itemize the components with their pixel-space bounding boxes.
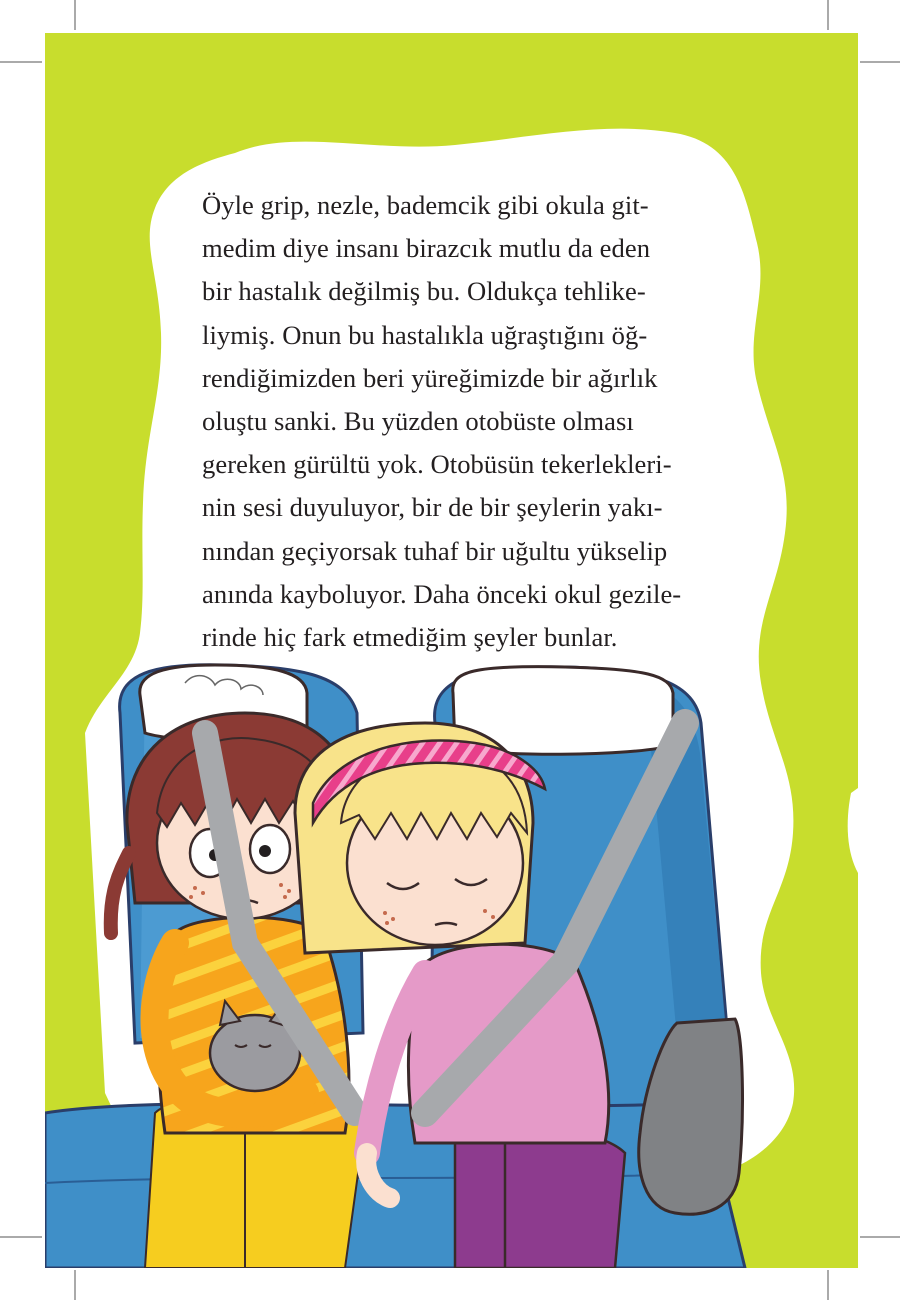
story-line: rinde hiç fark etmediğim şeyler bunlar.: [202, 622, 618, 653]
story-line: gereken gürültü yok. Otobüsün tekerlekleri-: [202, 449, 672, 480]
book-page: [45, 33, 858, 1268]
story-line: medim diye insanı birazcık mutlu da eden: [202, 233, 651, 264]
story-line: nından geçiyorsak tuhaf bir uğultu yükselip: [202, 535, 668, 566]
story-line: rendiğimizden beri yüreğimizde bir ağırlık: [202, 362, 658, 393]
story-line: oluştu sanki. Bu yüzden otobüste olması: [202, 406, 634, 437]
story-line: nin sesi duyuluyor, bir de bir şeylerin yakı-: [202, 492, 663, 523]
story-line: liymiş. Onun bu hastalıkla uğraştığını öğ-: [202, 319, 648, 350]
story-line: anında kayboluyor. Daha önceki okul gezile-: [202, 578, 682, 609]
story-line: bir hastalık değilmiş bu. Oldukça tehlike-: [202, 276, 646, 307]
bus-seats-illustration: [45, 33, 858, 1268]
story-line: Öyle grip, nezle, bademcik gibi okula git-: [202, 190, 649, 220]
